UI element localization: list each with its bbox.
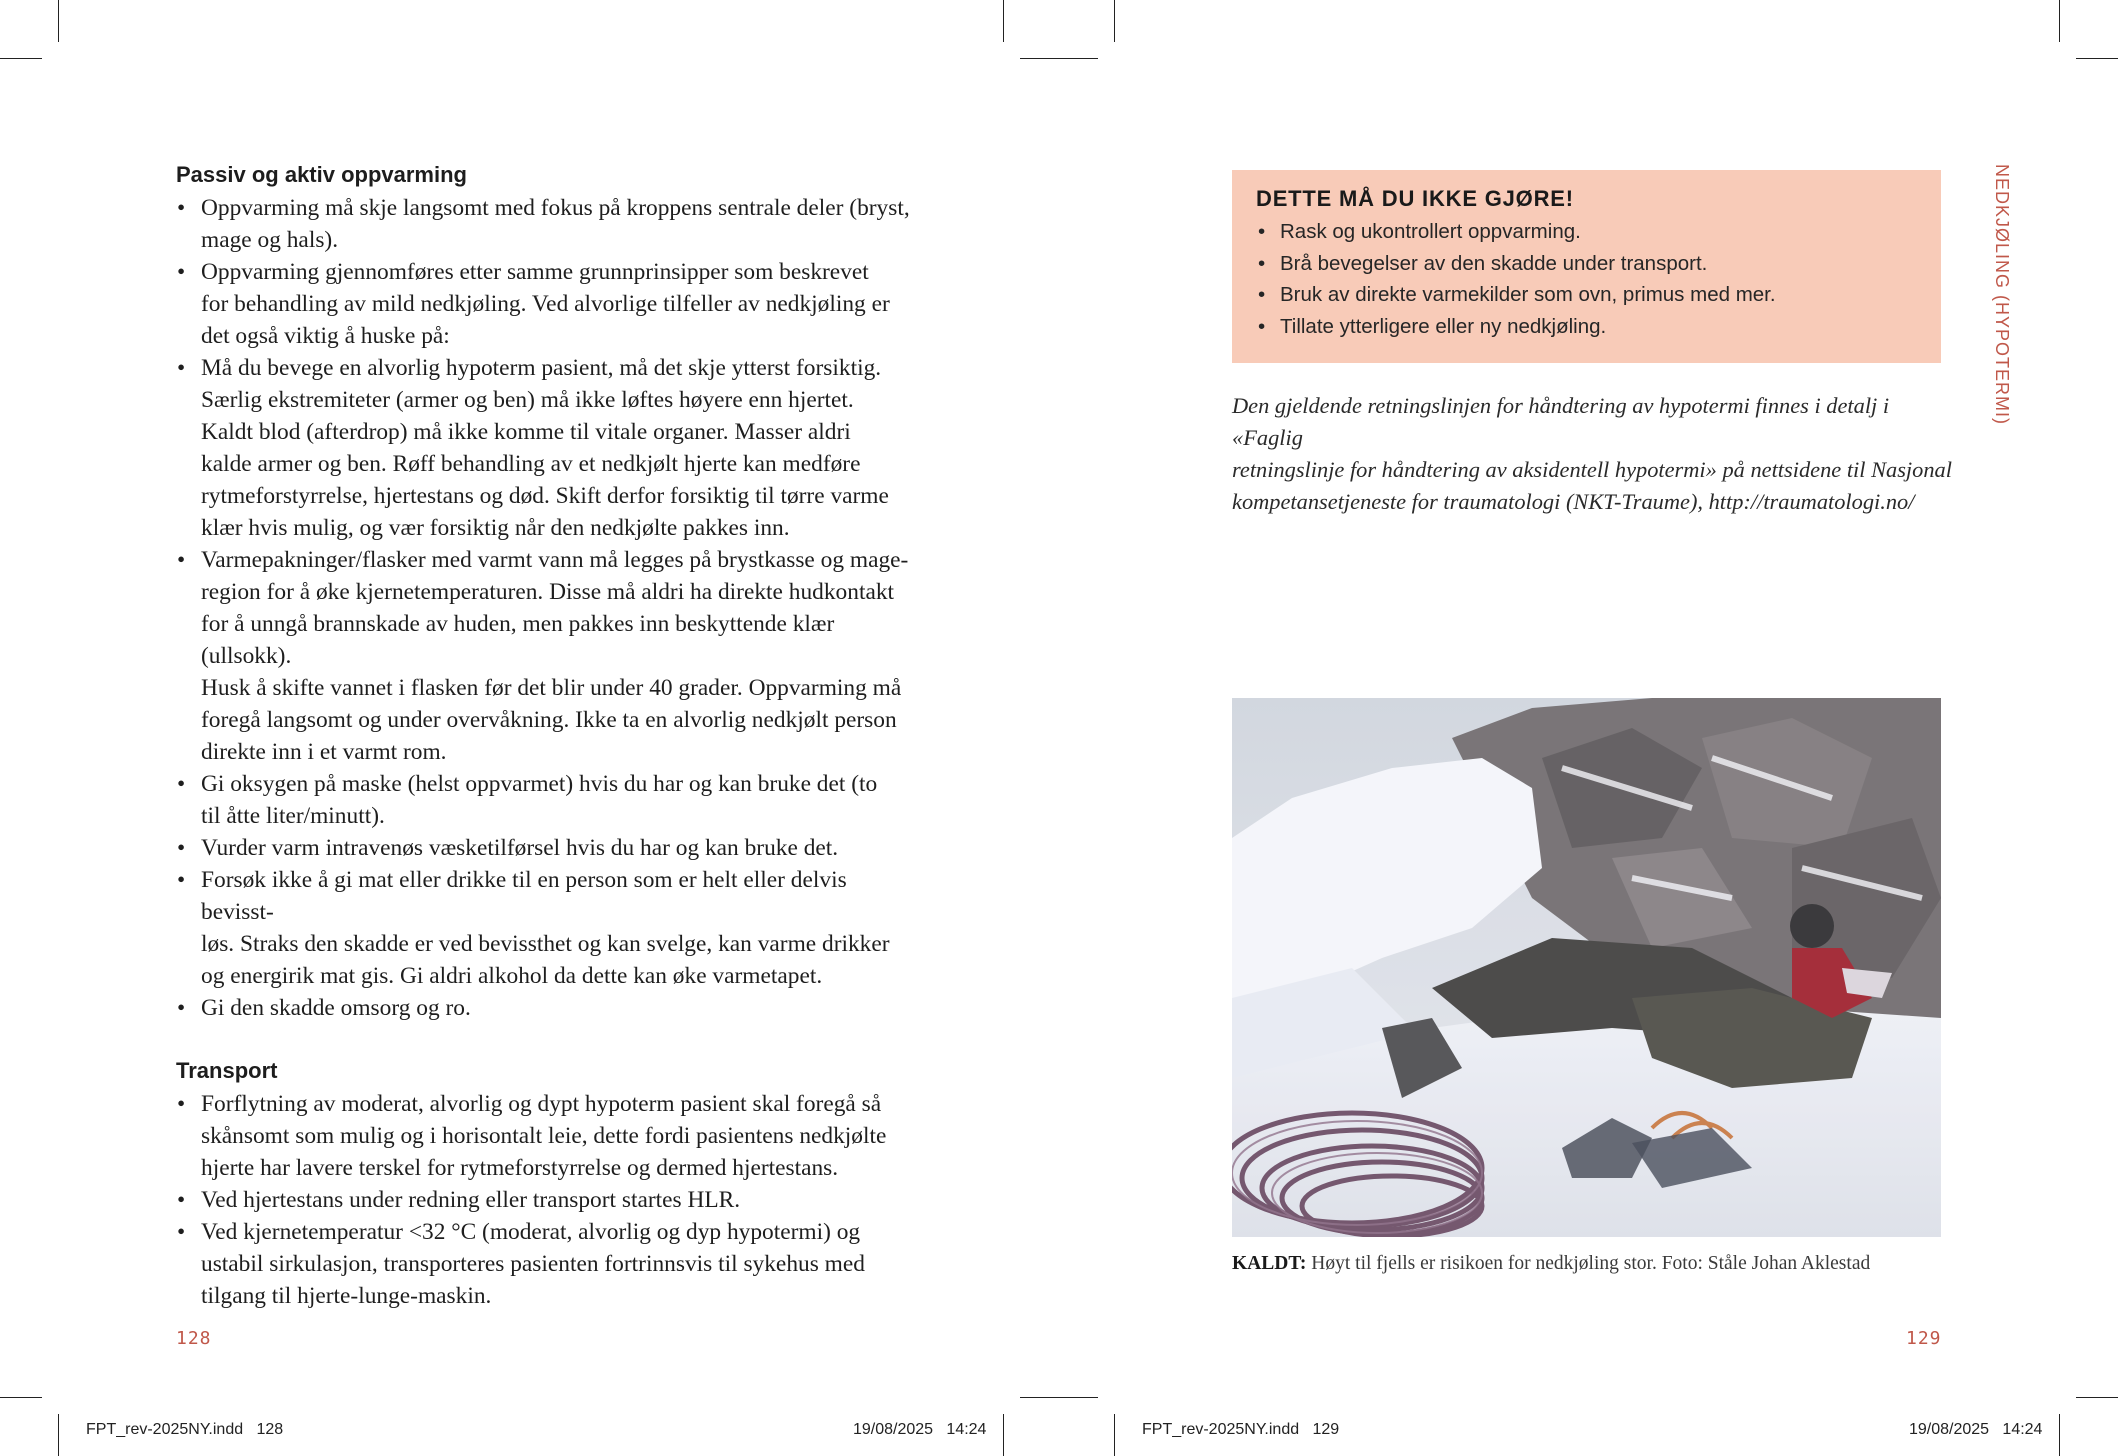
left-page-body — [176, 160, 916, 1312]
crop-mark — [2076, 1397, 2118, 1398]
guideline-note: Den gjeldende retningslinjen for håndtering av hypotermi finnes i detalj i «Faglig retningslinje for håndtering av aksidentell hypotermi» på nettsidene til Nasjonal kompetansetjeneste for traumatologi (NKT-Traume), http://traumatologi.no/ — [1232, 393, 1952, 514]
list-item: • Oppvarming gjennomføres etter samme grunnprinsipper som beskrevet for behandling av mild nedkjøling. Ved alvorlige tilfeller av nedkjøling er det også viktig å huske på: — [176, 256, 916, 352]
crop-mark — [58, 0, 59, 42]
warning-list — [1256, 216, 1917, 342]
list-item: • Oppvarming må skje langsomt med fokus på kroppens sentrale deler (bryst, mage og hals). — [176, 192, 916, 256]
warning-box — [1232, 170, 1941, 363]
crop-mark — [1114, 1414, 1115, 1456]
warning-title: DETTE MÅ DU IKKE GJØRE! — [1256, 186, 1574, 211]
slug-date-left: 19/08/2025 14:24 — [853, 1421, 987, 1438]
list-item: • Vurder varm intravenøs væsketilførsel hvis du har og kan bruke det. — [176, 832, 916, 864]
crop-mark — [1020, 58, 1098, 59]
crop-mark — [1114, 0, 1115, 42]
list-item: • Ved kjernetemperatur <32 °C (moderat, alvorlig og dyp hypotermi) og ustabil sirkulasjon, transporteres pasienten fortrinnsvis til sykehus med tilgang til hjerte-lunge-maskin. — [176, 1216, 916, 1312]
list-item: • Brå bevegelser av den skadde under transport. — [1256, 248, 1917, 280]
list-item: • Rask og ukontrollert oppvarming. — [1256, 216, 1917, 248]
section-heading: Transport — [176, 1058, 278, 1083]
page-number-right: 129 — [1906, 1328, 1942, 1349]
crop-mark — [0, 1397, 42, 1398]
slug-file-left: FPT_rev-2025NY.indd 128 — [86, 1421, 284, 1438]
bullet-list — [176, 1088, 916, 1312]
photo-caption — [1232, 1251, 1992, 1277]
list-item: • Bruk av direkte varmekilder som ovn, primus med mer. — [1256, 279, 1917, 311]
snow-shelter-photo — [1232, 698, 1941, 1237]
caption-label: KALDT: — [1232, 1253, 1307, 1274]
photo-illustration — [1232, 698, 1941, 1237]
chapter-side-tab: NEDKJØLING (HYPOTERMI) — [1992, 164, 2012, 426]
bullet-list — [176, 192, 916, 1024]
crop-mark — [58, 1414, 59, 1456]
list-item: • Gi oksygen på maske (helst oppvarmet) hvis du har og kan bruke det (to til åtte liter/minutt). — [176, 768, 916, 832]
section-heading: Passiv og aktiv oppvarming — [176, 162, 467, 187]
page-number-left: 128 — [176, 1328, 212, 1349]
crop-mark — [1003, 0, 1004, 42]
crop-mark — [2059, 0, 2060, 42]
crop-mark — [2059, 1414, 2060, 1456]
crop-mark — [2076, 58, 2118, 59]
list-item: • Gi den skadde omsorg og ro. — [176, 992, 916, 1024]
section-transport — [176, 1056, 916, 1312]
crop-mark — [1003, 1414, 1004, 1456]
list-item: • Må du bevege en alvorlig hypoterm pasient, må det skje ytterst forsiktig. Særlig ekstremiteter (armer og ben) må ikke løftes høyere enn hjertet. Kaldt blod (afterdrop) må ikke komme til vitale organer. Masser aldri kalde armer og ben. Røff behandling av et nedkjølt hjerte kan medføre rytmeforstyrrelse, hjertestans og død. Skift derfor forsiktig til tørre varme klær hvis mulig, og vær forsiktig når den nedkjølte pakkes inn. — [176, 352, 916, 544]
crop-mark — [0, 58, 42, 59]
caption-text: Høyt til fjells er risikoen for nedkjøling stor. Foto: Ståle Johan Aklestad — [1306, 1253, 1871, 1274]
section-passive-active-warming — [176, 160, 916, 1024]
slug-date-right: 19/08/2025 14:24 — [1909, 1421, 2043, 1438]
list-item: • Forflytning av moderat, alvorlig og dypt hypoterm pasient skal foregå så skånsomt som mulig og i horisontalt leie, dette fordi pasientens nedkjølte hjerte har lavere terskel for rytmeforstyrrelse og dermed hjertestans. — [176, 1088, 916, 1184]
list-item: • Forsøk ikke å gi mat eller drikke til en person som er helt eller delvis bevisst- løs. Straks den skadde er ved bevissthet og kan svelge, kan varme drikker og energirik mat gis. Gi aldri alkohol da dette kan øke varmetapet. — [176, 864, 916, 992]
list-item: • Varmepakninger/flasker med varmt vann må legges på brystkasse og mage- region for å øke kjernetemperaturen. Disse må aldri ha direkte hudkontakt for å unngå brannskade av huden, men pakkes inn beskyttende klær (ullsokk). Husk å skifte vannet i flasken før det blir under 40 grader. Oppvarming må foregå langsomt og under overvåkning. Ikke ta en alvorlig nedkjølt person direkte inn i et varmt rom. — [176, 544, 916, 768]
list-item: • Ved hjertestans under redning eller transport startes HLR. — [176, 1184, 916, 1216]
crop-mark — [1020, 1397, 1098, 1398]
list-item: • Tillate ytterligere eller ny nedkjøling. — [1256, 311, 1917, 343]
slug-file-right: FPT_rev-2025NY.indd 129 — [1142, 1421, 1340, 1438]
